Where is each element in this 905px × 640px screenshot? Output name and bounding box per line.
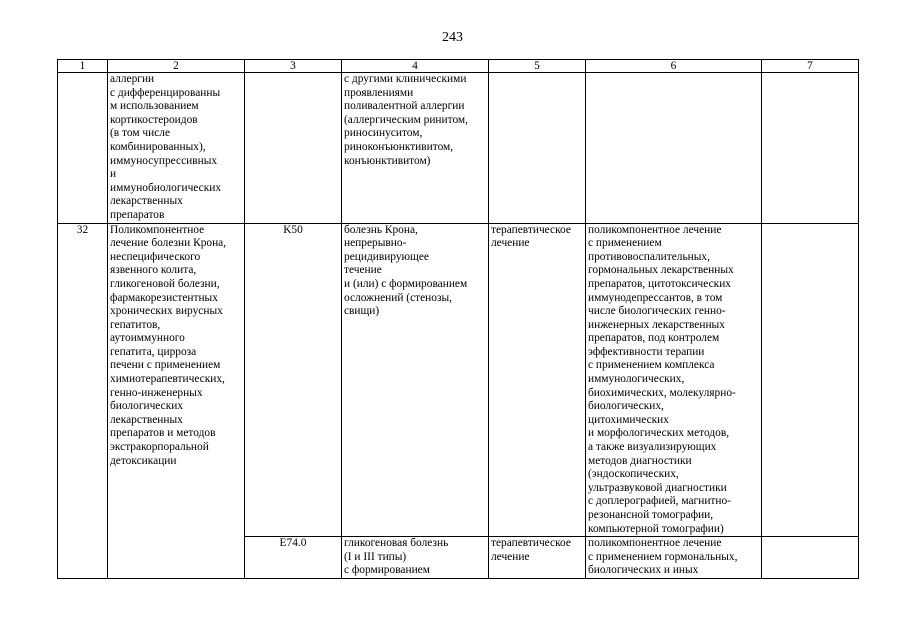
row-32-norm-e74 (762, 537, 859, 579)
cont-cell-treatment-type (489, 73, 586, 224)
cont-cell-name: аллергии с дифференцированны м использованием кортикостероидов (в том числе комбинированных), иммуносупрессивных и иммунобиологических лекарственных препаратов (108, 73, 245, 224)
column-number-4: 4 (342, 60, 489, 73)
page-number: 243 (442, 30, 463, 45)
column-number-7: 7 (762, 60, 859, 73)
column-number-6: 6 (586, 60, 762, 73)
medical-care-table (57, 59, 859, 579)
cont-cell-method (586, 73, 762, 224)
column-number-1: 1 (58, 60, 108, 73)
row-32-model-e74: гликогеновая болезнь (I и III типы) с формированием (342, 537, 489, 579)
row-32-name: Поликомпонентное лечение болезни Крона, неспецифического язвенного колита, гликогеновой болезни, фармакорезистентных хронических вирусных гепатитов, аутоиммунного гепатита, цирроза печени с применением химиотерапевтических, генно-инженерных биологических лекарственных препаратов и методов экстракорпоральной детоксикации (108, 223, 245, 578)
cont-cell-code (245, 73, 342, 224)
row-32-code-k50: K50 (245, 223, 342, 537)
row-32-treatment-type-k50: терапевтическое лечение (489, 223, 586, 537)
row-32-method-k50: поликомпонентное лечение с применением противовоспалительных, гормональных лекарственных препаратов, цитотоксических иммунодепрессантов, в том числе биологических генно- инженерных лекарственных препаратов, под контролем эффективности терапии с применением комплекса иммунологических, биохимических, молекулярно- биологических, цитохимических и морфологических методов, а также визуализирующих методов диагностики (эндоскопических, ультразвуковой диагностики с доплерографией, магнитно- резонансной томографии, компьютерной томографии) (586, 223, 762, 537)
cont-cell-number (58, 73, 108, 224)
row-32-treatment-type-e74: терапевтическое лечение (489, 537, 586, 579)
row-32-norm-k50 (762, 223, 859, 537)
column-number-3: 3 (245, 60, 342, 73)
table-row-32 (58, 223, 859, 537)
cont-cell-norm (762, 73, 859, 224)
column-number-5: 5 (489, 60, 586, 73)
column-number-2: 2 (108, 60, 245, 73)
cont-cell-model: с другими клиническими проявлениями поливалентной аллергии (аллергическим ринитом, риносинуситом, риноконъюнктивитом, конъюнктивитом) (342, 73, 489, 224)
row-32-code-e74: E74.0 (245, 537, 342, 579)
column-number-header-row (58, 60, 859, 73)
row-32-number: 32 (58, 223, 108, 578)
row-32-model-k50: болезнь Крона, непрерывно- рецидивирующее течение и (или) с формированием осложнений (стенозы, свищи) (342, 223, 489, 537)
continuation-row (58, 73, 859, 224)
row-32-method-e74: поликомпонентное лечение с применением гормональных, биологических и иных (586, 537, 762, 579)
